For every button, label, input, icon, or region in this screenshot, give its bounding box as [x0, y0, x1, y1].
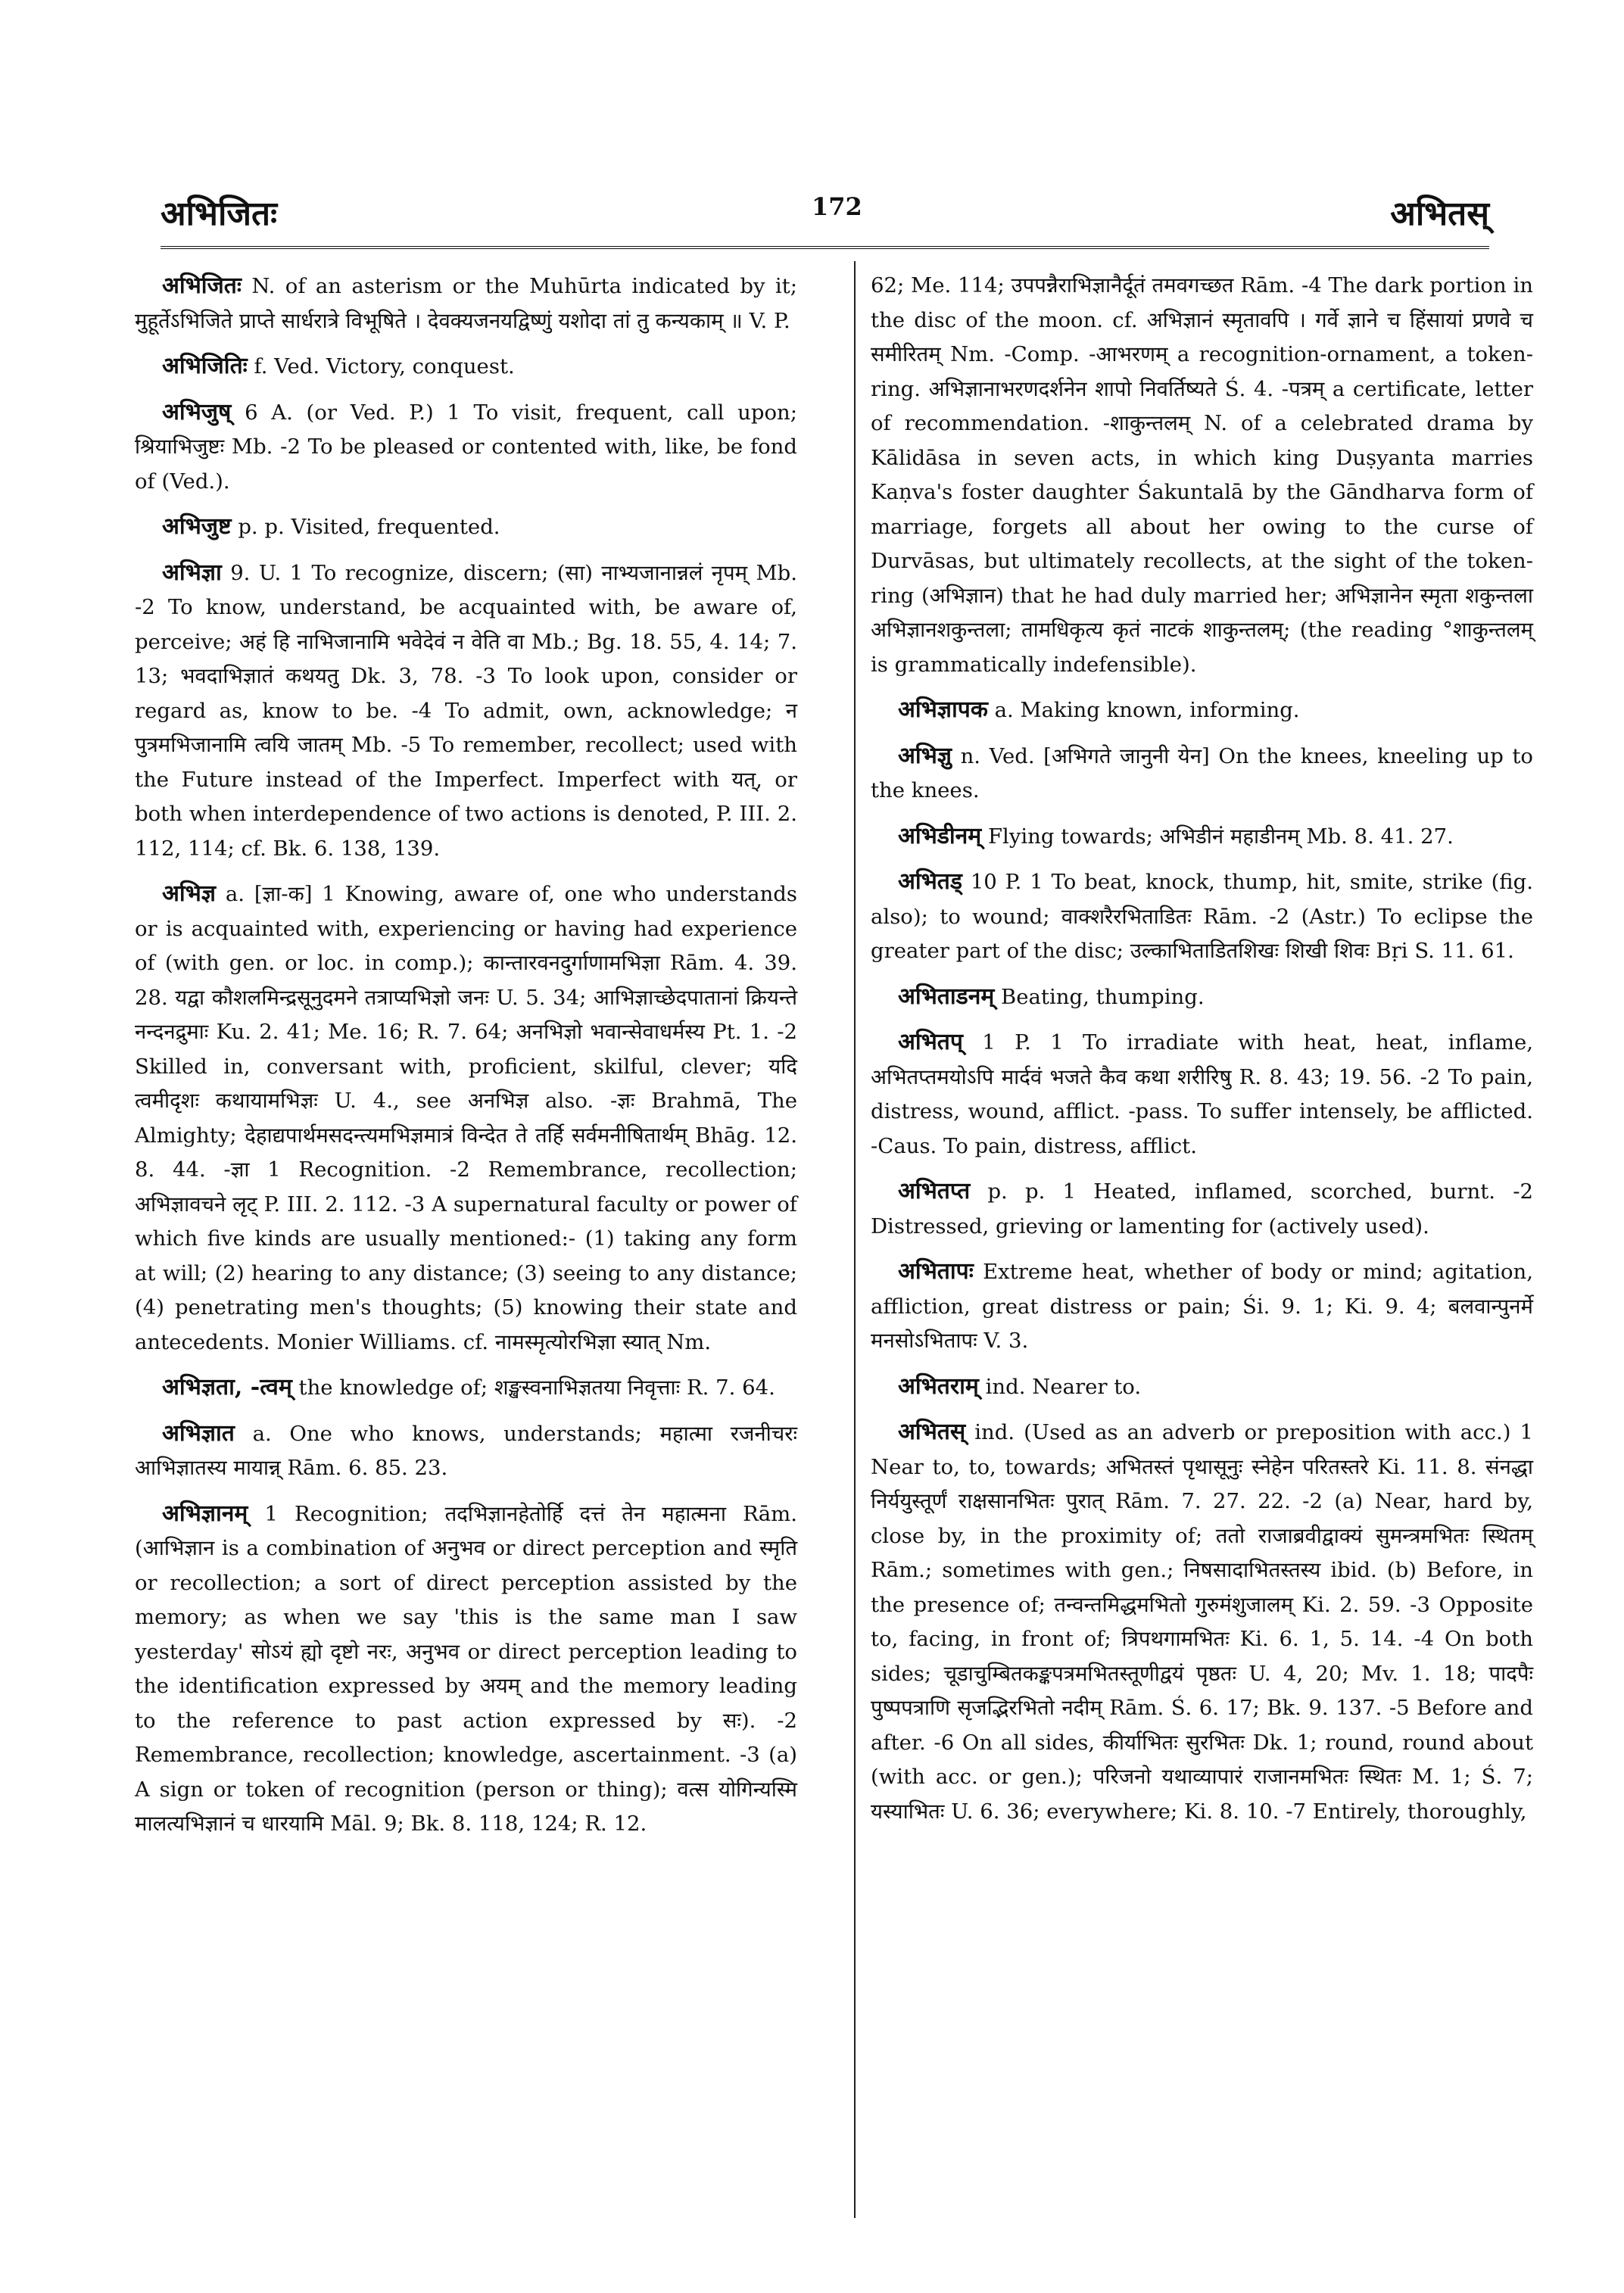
page-header: [161, 182, 1489, 242]
page-number: 172: [812, 192, 862, 221]
dictionary-entry: [871, 739, 1533, 808]
dictionary-entry: [135, 877, 797, 1360]
entry-headword: अभिजितः: [162, 273, 242, 299]
entry-definition: Extreme heat, whether of body or mind; agitation, affliction, great distress or pain; Śi. 9. 1; Ki. 9. 4; बलवान्पुनर्मे मनसोऽभितापः V. 3.: [871, 1260, 1533, 1353]
entry-headword: अभितप्त: [898, 1178, 971, 1204]
dictionary-entry: [135, 1370, 797, 1406]
entry-headword: अभिज्ञात: [162, 1419, 235, 1447]
entry-headword: अभितस्: [898, 1419, 966, 1445]
entry-definition: 1 P. 1 To irradiate with heat, heat, inflame, अभितप्तमयोऽपि मार्दवं भजते कैव कथा शरीरिषु R. 8. 43; 19. 56. -2 To pain, distress, wound, afflict. -pass. To suffer intensely, be afflicted. -Caus. To pain, distress, afflict.: [871, 1030, 1533, 1158]
header-rule: [161, 246, 1489, 249]
entry-definition: a. One who knows, understands; महात्मा रजनीचरः आभिज्ञातस्य मायान्न् Rām. 6. 85. 23.: [135, 1421, 797, 1480]
entry-headword: अभितापः: [898, 1258, 974, 1285]
entry-headword: अभितप्: [898, 1029, 963, 1055]
entry-headword: अभिताडनम्: [898, 983, 995, 1010]
entry-headword: अभिज्ञा: [162, 559, 222, 586]
dictionary-entry: [135, 269, 797, 338]
dictionary-entry: [135, 1416, 797, 1486]
dictionary-entry: [871, 980, 1533, 1015]
dictionary-entry: [135, 395, 797, 500]
entry-headword: अभिडीनम्: [898, 822, 982, 849]
entry-definition: ind. Nearer to.: [985, 1374, 1142, 1399]
dictionary-entry: [871, 1025, 1533, 1164]
entry-headword: अभिज्ञु: [898, 742, 952, 769]
dictionary-entry: [871, 819, 1533, 855]
entry-headword: अभिज्ञानम्: [162, 1500, 248, 1527]
dictionary-entry: [871, 1415, 1533, 1829]
entry-headword: अभितड्: [898, 868, 962, 895]
entry-definition: Beating, thumping.: [1001, 984, 1205, 1009]
right-column: [871, 269, 1533, 1840]
entry-definition: p. p. Visited, frequented.: [238, 515, 500, 539]
dictionary-entry: [135, 556, 797, 867]
entry-definition: f. Ved. Victory, conquest.: [254, 354, 515, 379]
dictionary-entry: [871, 1369, 1533, 1405]
entry-headword: अभिजुष्ट: [162, 513, 232, 540]
dictionary-entry: [135, 349, 797, 385]
entry-headword: अभिजितिः: [162, 353, 248, 379]
dictionary-entry: [871, 865, 1533, 969]
column-divider: [854, 261, 856, 2218]
dictionary-entry: [871, 693, 1533, 728]
entry-definition: N. of an asterism or the Muhūrta indicated by it; मुहूर्तेऽभिजिते प्राप्ते सार्धरात्रे विभूषिते । देवक्यजनयद्विष्णुं यशोदा तां तु कन्यकाम् ॥ V. P.: [135, 274, 797, 333]
entry-definition: a. Making known, informing.: [994, 698, 1300, 722]
entry-definition: Flying towards; अभिडीनं महाडीनम् Mb. 8. 41. 27.: [987, 824, 1454, 849]
entry-headword: अभितराम्: [898, 1372, 979, 1400]
running-head-left: अभिजितः: [161, 195, 277, 233]
dictionary-entry: [135, 1497, 797, 1842]
dictionary-entry: [871, 1254, 1533, 1359]
entry-headword: अभिज्ञापक: [898, 696, 988, 723]
entry-headword: अभिज्ञ: [162, 880, 217, 907]
left-column: [135, 269, 797, 1852]
entry-definition: 9. U. 1 To recognize, discern; (सा) नाभ्यजानान्नलं नृपम् Mb. -2 To know, understand, be acquainted with, be aware of, perceive; अहं हि नाभिजानामि भवेदेवं न वेति वा Mb.; Bg. 18. 55, 4. 14; 7. 13; भवदाभिज्ञातं कथयतु Dk. 3, 78. -3 To look upon, consider or regard as, know to be. -4 To admit, own, acknowledge; न पुत्रमभिजानामि त्वयि जातम् Mb. -5 To remember, recollect; used with the Future instead of the Imperfect. Imperfect with यत्, or both when interdependence of two actions is denoted, P. III. 2. 112, 114; cf. Bk. 6. 138, 139.: [135, 560, 797, 861]
entry-definition: 10 P. 1 To beat, knock, thump, hit, smite, strike (fig. also); to wound; वाक्शरैरभिताडितः Rām. -2 (Astr.) To eclipse the greater part of the disc; उल्काभिताडितशिखः शिखी शिवः Bṛi S. 11. 61.: [871, 870, 1533, 963]
dictionary-entry: [135, 509, 797, 545]
entry-definition: the knowledge of; शङ्खस्वनाभिज्ञतया निवृत्ताः R. 7. 64.: [298, 1375, 775, 1400]
entry-definition: 6 A. (or Ved. P.) 1 To visit, frequent, call upon; श्रियाभिजुष्टः Mb. -2 To be pleased or contented with, like, be fond of (Ved.).: [135, 400, 797, 494]
entry-definition: a. [ज्ञा-क] 1 Knowing, aware of, one who understands or is acquainted with, experiencing or having had experience of (with gen. or loc. in comp.); कान्तारवनदुर्गाणामभिज्ञा Rām. 4. 39. 28. यद्वा कौशलमिन्द्रसूनुदमने तत्राप्यभिज्ञो जनः U. 5. 34; आभिज्ञाच्छेदपातानां क्रियन्ते नन्दनद्रुमाः Ku. 2. 41; Me. 16; R. 7. 64; अनभिज्ञो भवान्सेवाधर्मस्य Pt. 1. -2 Skilled in, conversant with, proficient, skilful, clever; यदि त्वमीदृशः कथायामभिज्ञः U. 4., see अनभिज्ञ also. -ज्ञः Brahmā, The Almighty; देहाद्यपार्थमसदन्त्यमभिज्ञमात्रं विन्देत ते तर्हि सर्वमनीषितार्थम् Bhāg. 12. 8. 44. -ज्ञा 1 Recognition. -2 Remembrance, recollection; अभिज्ञावचने लृट् P. III. 2. 112. -3 A supernatural faculty or power of which five kinds are usually mentioned:- (1) taking any form at will; (2) hearing to any distance; (3) seeing to any distance; (4) penetrating men's thoughts; (5) knowing their state and antecedents. Monier Williams. cf. नामस्मृत्योरभिज्ञा स्यात् Nm.: [135, 882, 797, 1354]
entry-definition: 1 Recognition; तदभिज्ञानहेतोर्हि दत्तं तेन महात्मना Rām. (आभिज्ञान is a combination of अनुभव or direct perception and स्मृति or recollection; a sort of direct perception assisted by the memory; as when we say 'this is the same man I saw yesterday' सोऽयं ह्यो दृष्टो नरः, अनुभव or direct perception leading to the identification expressed by अयम् and the memory leading to the reference to past action expressed by सः). -2 Remembrance, recollection; knowledge, ascertainment. -3 (a) A sign or token of recognition (person or thing); वत्स योगिन्यस्मि मालत्यभिज्ञानं च धारयामि Māl. 9; Bk. 8. 118, 124; R. 12.: [135, 1501, 797, 1836]
entry-definition: ind. (Used as an adverb or preposition with acc.) 1 Near to, to, towards; अभितस्तं पृथासूनुः स्नेहेन परितस्तरे Ki. 11. 8. संनद्धा निर्ययुस्तूर्णं राक्षसानभितः पुरात् Rām. 7. 27. 22. -2 (a) Near, hard by, close by, in the proximity of; ततो राजाब्रवीद्वाक्यं सुमन्त्रमभितः स्थितम् Rām.; sometimes with gen.; निषसादाभितस्तस्य ibid. (b) Before, in the presence of; तन्वन्तमिद्धमभितो गुरुमंशुजालम् Ki. 2. 59. -3 Opposite to, facing, in front of; त्रिपथगामभितः Ki. 6. 1, 5. 14. -4 On both sides; चूडाचुम्बितकङ्कपत्रमभितस्तूणीद्वयं पृष्ठतः U. 4, 20; Mv. 1. 18; पादपैः पुष्पपत्राणि सृजद्भिरभितो नदीम् Rām. Ś. 6. 17; Bk. 9. 137. -5 Before and after. -6 On all sides, कीर्याभितः सुरभितः Dk. 1; round, round about (with acc. or gen.); परिजनो यथाव्यापारं राजानमभितः स्थितः M. 1; Ś. 7; यस्याभितः U. 6. 36; everywhere; Ki. 8. 10. -7 Entirely, thoroughly,: [871, 1420, 1533, 1824]
running-head-right: अभितस्: [1390, 195, 1489, 233]
entry-definition: p. p. 1 Heated, inflamed, scorched, burnt. -2 Distressed, grieving or lamenting for (actively used).: [871, 1179, 1533, 1238]
entry-headword: अभिजुष्: [162, 398, 232, 425]
dictionary-entry: [871, 1174, 1533, 1244]
dictionary-entry-continued: [871, 269, 1533, 682]
entry-headword: अभिज्ञता, -त्वम्: [162, 1374, 292, 1400]
entry-definition: 62; Me. 114; उपपन्नैराभिज्ञानैर्दूतं तमवगच्छत Rām. -4 The dark portion in the disc of the moon. cf. अभिज्ञानं स्मृतावपि । गर्वे ज्ञाने च हिंसायां प्रणवे च समीरितम् Nm. -Comp. -आभरणम् a recognition-ornament, a token-ring. अभिज्ञानाभरणदर्शनेन शापो निवर्तिष्यते Ś. 4. -पत्रम् a certificate, letter of recommendation. -शाकुन्तलम् N. of a celebrated drama by Kālidāsa in seven acts, in which king Duṣyanta marries Kaṇva's foster daughter Śakuntalā by the Gāndharva form of marriage, forgets all about her owing to the curse of Durvāsas, but ultimately recollects, at the sight of the token-ring (अभिज्ञान) that he had duly married her; अभिज्ञानेन स्मृता शकुन्तला अभिज्ञानशकुन्तला; तामधिकृत्य कृतं नाटकं शाकुन्तलम्; (the reading °शाकुन्तलम् is grammatically indefensible).: [871, 273, 1533, 677]
entry-definition: n. Ved. [अभिगते जानुनी येन] On the knees, kneeling up to the knees.: [871, 743, 1533, 802]
